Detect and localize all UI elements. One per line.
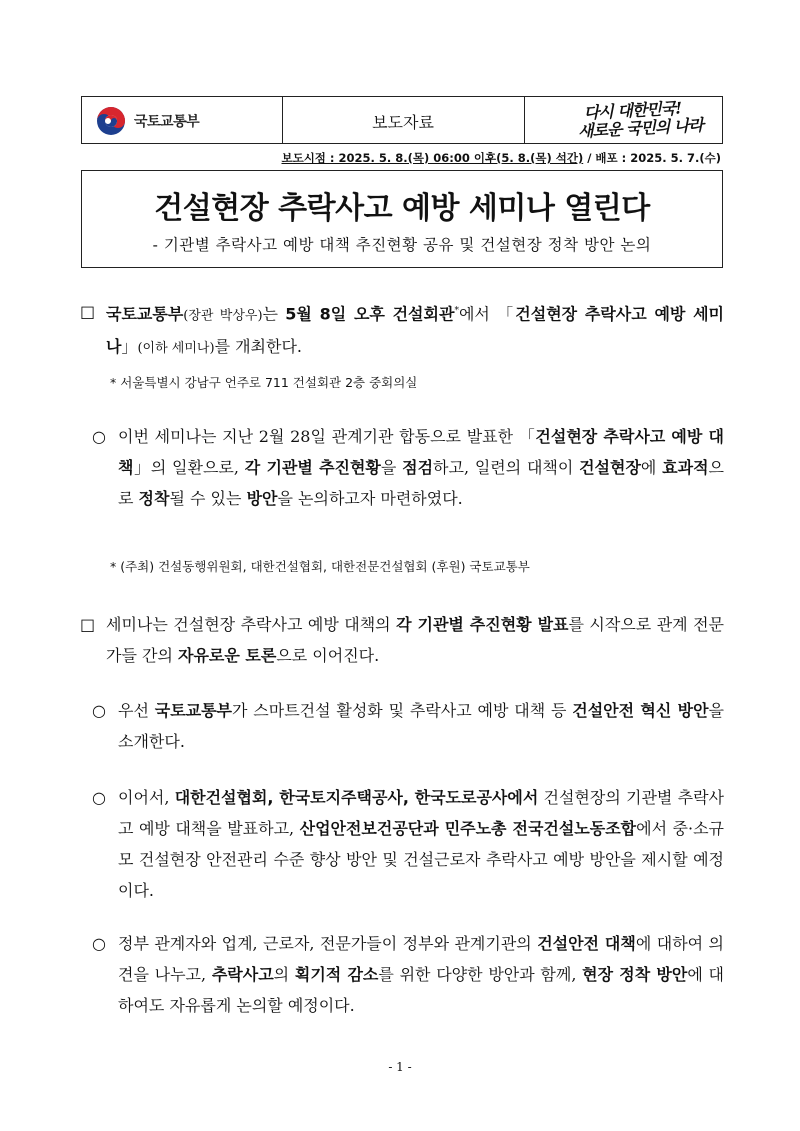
p2-text: 을 논의하고자 마련하였다. (277, 489, 463, 508)
p1-alias: (이하 세미나) (137, 341, 215, 357)
p5-bold: 대한건설협회, 한국토지주택공사, 한국도로공사에서 (174, 788, 539, 807)
p1-minister: (장관 박상우) (183, 308, 263, 324)
p2-text: 될 수 있는 (169, 489, 247, 508)
p2-text: 」의 일환으로, (133, 458, 245, 477)
footnote-venue: * 서울특별시 강남구 언주로 711 건설회관 2층 중회의실 (110, 375, 418, 390)
p2-text: 이번 세미나는 지난 2월 28일 관계기관 합동으로 발표한 「 (118, 427, 536, 446)
distribution-date: 배포 : 2025. 5. 7.(수) (595, 151, 721, 165)
section-2-item-1 (80, 695, 724, 757)
footnote-marker: * (454, 306, 459, 316)
ministry-logo (96, 106, 199, 136)
p1-when: 5월 8일 오후 건설회관 (285, 304, 455, 324)
page-number: - 1 - (388, 1060, 412, 1074)
p2-bold: 각 기관별 추진현황 (244, 458, 381, 477)
p1-text: 는 (262, 304, 286, 324)
ministry-name: 국토교통부 (134, 114, 200, 130)
p5-bold: 산업안전보건공단과 민주노총 전국건설노동조합 (299, 819, 637, 838)
p3-bold: 자유로운 토론 (178, 646, 277, 665)
circle-bullet: ○ (92, 427, 106, 446)
header-divider (524, 97, 525, 143)
footnote-organizers: * (주최) 건설동행위원회, 대한건설협회, 대한전문건설협회 (후원) 국토교통부 (110, 559, 530, 574)
slogan-line: 새로운 국민의 나라 (577, 115, 704, 141)
p4-bold: 국토교통부 (154, 701, 233, 720)
p2-bold: 건설현장 추락사고 예방 대책 (118, 427, 724, 477)
p6-bold: 획기적 감소 (294, 965, 379, 984)
p2-text: 을 (380, 458, 403, 477)
square-bullet: □ (80, 302, 96, 321)
p4-text: 을 소개한다. (118, 701, 724, 751)
p2-text: 으로 (118, 458, 724, 508)
section-2-item-3 (80, 928, 724, 1021)
p6-text: 에 대하여 의견을 나누고, (118, 934, 725, 984)
page-subtitle: - 기관별 추락사고 예방 대책 추진현황 공유 및 건설현장 정착 방안 논의 (152, 236, 652, 254)
slogan (557, 98, 709, 142)
section-1 (80, 296, 724, 364)
circle-bullet: ○ (92, 934, 106, 953)
p2-text: 하고, 일련의 대책이 (433, 458, 580, 477)
page-title: 건설현장 추락사고 예방 세미나 열린다 (154, 191, 650, 226)
p2-bold: 효과적 (662, 458, 709, 477)
p3-text: 으로 이어진다. (276, 646, 380, 665)
release-info (281, 150, 721, 166)
p2-bold: 정착 (138, 489, 170, 508)
title-box (81, 170, 723, 268)
p4-text: 우선 (118, 701, 155, 720)
section-2 (80, 609, 724, 671)
circle-bullet: ○ (92, 701, 106, 720)
p5-text: 에서 중·소규모 건설현장 안전관리 수준 향상 방안 및 건설근로자 추락사고 예방 방안을 제시할 예정이다. (118, 819, 724, 900)
p1-text: 에서 「 (458, 304, 516, 324)
p4-text: 가 스마트건설 활성화 및 추락사고 예방 대책 등 (232, 701, 573, 720)
p3-bold: 각 기관별 추진현황 발표 (396, 615, 569, 634)
p6-text: 에 대하여도 자유롭게 논의할 예정이다. (118, 965, 724, 1015)
doc-type: 보도자료 (372, 113, 434, 132)
p2-bold: 건설현장 (579, 458, 641, 477)
p2-bold: 점검 (402, 458, 434, 477)
p6-text: 를 위한 다양한 방안과 함께, (378, 965, 583, 984)
p5-text: 이어서, (118, 788, 175, 807)
p6-text: 정부 관계자와 업계, 근로자, 전문가들이 정부와 관계기관의 (118, 934, 538, 953)
p6-bold: 현장 정착 방안 (582, 965, 688, 984)
p1-text: 를 개최한다. (214, 337, 303, 357)
section-2-item-2 (80, 782, 724, 906)
section-1-detail (80, 421, 724, 514)
p1-org: 국토교통부 (106, 304, 184, 324)
p3-text: 를 시작으로 관계 전문가들 간의 (106, 615, 724, 665)
p3-text: 세미나는 건설현장 추락사고 예방 대책의 (106, 615, 397, 634)
p1-text: 」 (121, 337, 138, 357)
square-bullet: □ (80, 615, 96, 634)
header-box (81, 96, 723, 144)
p4-bold: 건설안전 혁신 방안 (572, 701, 709, 720)
embargo-time: 보도시점 : 2025. 5. 8.(목) 06:00 이후(5. 8.(목) 석간) (281, 151, 584, 165)
circle-bullet: ○ (92, 788, 106, 807)
p6-bold: 건설안전 대책 (537, 934, 636, 953)
release-separator: / (583, 151, 596, 165)
p6-text: 의 (273, 965, 295, 984)
p2-text: 에 (640, 458, 663, 477)
p5-text: 건설현장의 기관별 추락사고 예방 대책을 발표하고, (118, 788, 724, 838)
p6-bold: 추락사고 (211, 965, 274, 984)
slogan-line: 다시 대한민국! (583, 98, 682, 123)
p2-bold: 방안 (246, 489, 278, 508)
p1-event: 건설현장 추락사고 예방 세미나 (106, 304, 725, 357)
taegeuk-emblem-icon (96, 106, 126, 136)
